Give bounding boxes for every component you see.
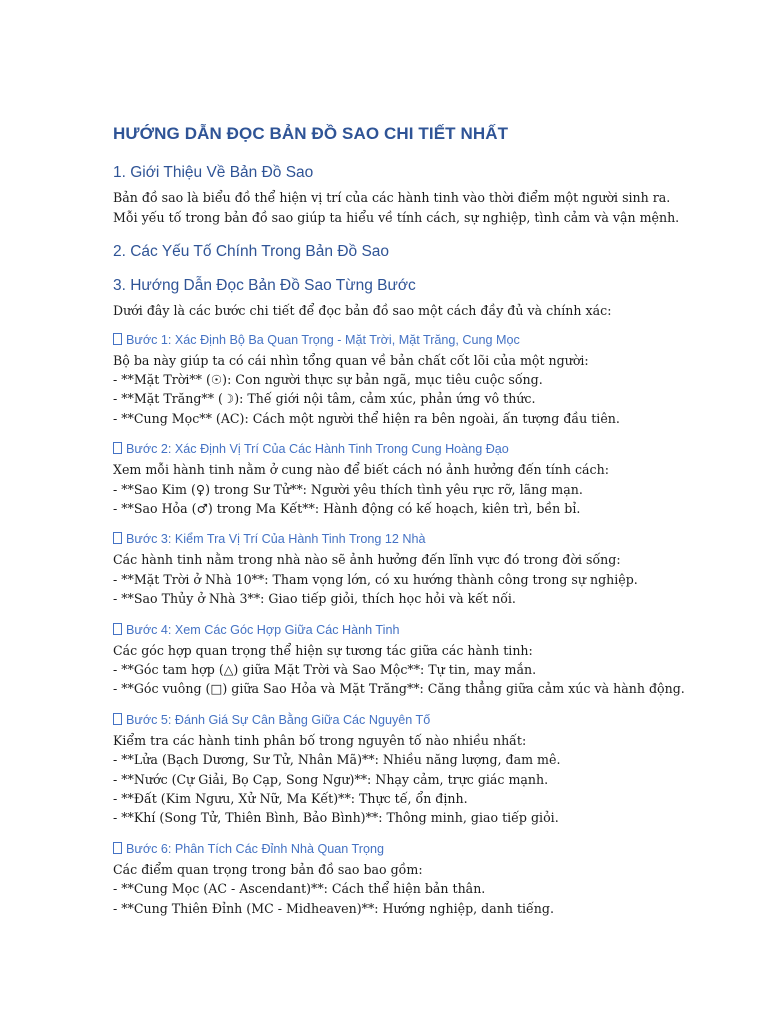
- step-line: Các điểm quan trọng trong bản đồ sao bao gồm:: [113, 861, 423, 877]
- step-line: - **Sao Kim (♀) trong Sư Tử**: Người yêu thích tình yêu rực rỡ, lãng mạn.: [113, 481, 583, 497]
- missing-glyph-icon: [113, 842, 122, 854]
- document-title: HƯỚNG DẪN ĐỌC BẢN ĐỒ SAO CHI TIẾT NHẤT: [113, 124, 509, 143]
- section-guide: [113, 277, 768, 321]
- step-2: [113, 442, 768, 518]
- missing-glyph-icon: [113, 623, 122, 635]
- step-line: - **Góc tam hợp (△) giữa Mặt Trời và Sao Mộc**: Tự tin, may mắn.: [113, 661, 537, 677]
- step-line: - **Cung Thiên Đỉnh (MC - Midheaven)**: Hướng nghiệp, danh tiếng.: [113, 900, 554, 916]
- paragraph-line: Bản đồ sao là biểu đồ thể hiện vị trí của các hành tinh vào thời điểm một người sinh ra.: [113, 190, 671, 205]
- step-5: [113, 713, 768, 828]
- step-3: [113, 532, 768, 608]
- step-line: - **Cung Mọc (AC - Ascendant)**: Cách thể hiện bản thân.: [113, 881, 486, 897]
- missing-glyph-icon: [113, 442, 122, 454]
- step-line: Các góc hợp quan trọng thể hiện sự tương tác giữa các hành tinh:: [113, 642, 533, 658]
- missing-glyph-icon: [113, 713, 122, 725]
- step-heading: [113, 442, 768, 456]
- step-heading: [113, 623, 768, 637]
- step-line: - **Nước (Cự Giải, Bọ Cạp, Song Ngư)**: Nhạy cảm, trực giác mạnh.: [113, 771, 549, 787]
- step-1: [113, 333, 768, 429]
- step-heading-text: Bước 6: Phân Tích Các Đỉnh Nhà Quan Trọng: [126, 841, 384, 856]
- step-line: - **Sao Thủy ở Nhà 3**: Giao tiếp giỏi, thích học hỏi và kết nối.: [113, 591, 516, 607]
- section-heading: 2. Các Yếu Tố Chính Trong Bản Đồ Sao: [113, 243, 390, 260]
- step-line: Xem mỗi hành tinh nằm ở cung nào để biết cách nó ảnh hưởng đến tính cách:: [113, 462, 609, 478]
- step-heading-text: Bước 3: Kiểm Tra Vị Trí Của Hành Tinh Trong 12 Nhà: [126, 532, 426, 547]
- step-line: Kiểm tra các hành tinh phân bố trong nguyên tố nào nhiều nhất:: [113, 732, 527, 748]
- step-heading: [113, 532, 768, 546]
- step-line: - **Góc vuông (□) giữa Sao Hỏa và Mặt Trăng**: Căng thẳng giữa cảm xúc và hành động.: [113, 681, 685, 697]
- step-heading-text: Bước 4: Xem Các Góc Hợp Giữa Các Hành Tinh: [126, 622, 400, 637]
- paragraph-line: Mỗi yếu tố trong bản đồ sao giúp ta hiểu về tính cách, sự nghiệp, tình cảm và vận mệnh.: [113, 209, 680, 225]
- step-heading-text: Bước 2: Xác Định Vị Trí Của Các Hành Tinh Trong Cung Hoàng Đạo: [126, 442, 509, 457]
- step-line: - **Cung Mọc** (AC): Cách một người thể hiện ra bên ngoài, ấn tượng đầu tiên.: [113, 410, 620, 426]
- step-line: - **Mặt Trời ở Nhà 10**: Tham vọng lớn, có xu hướng thành công trong sự nghiệp.: [113, 571, 638, 587]
- paragraph-line: Dưới đây là các bước chi tiết để đọc bản đồ sao một cách đầy đủ và chính xác:: [113, 303, 612, 318]
- step-line: - **Mặt Trời** (☉): Con người thực sự bản ngã, mục tiêu cuộc sống.: [113, 371, 543, 387]
- step-heading: [113, 713, 768, 727]
- step-heading: [113, 842, 768, 856]
- step-heading-text: Bước 1: Xác Định Bộ Ba Quan Trọng - Mặt Trời, Mặt Trăng, Cung Mọc: [126, 332, 520, 347]
- section-intro: [113, 164, 768, 227]
- section-heading: 3. Hướng Dẫn Đọc Bản Đồ Sao Từng Bước: [113, 277, 416, 294]
- step-line: Các hành tinh nằm trong nhà nào sẽ ảnh hưởng đến lĩnh vực đó trong đời sống:: [113, 552, 621, 568]
- missing-glyph-icon: [113, 532, 122, 544]
- section-heading: 1. Giới Thiệu Về Bản Đồ Sao: [113, 164, 314, 181]
- missing-glyph-icon: [113, 333, 122, 345]
- step-line: - **Mặt Trăng** (☽): Thế giới nội tâm, cảm xúc, phản ứng vô thức.: [113, 391, 536, 407]
- section-elements: [113, 243, 768, 261]
- step-6: [113, 842, 768, 918]
- step-line: - **Lửa (Bạch Dương, Sư Tử, Nhân Mã)**: Nhiều năng lượng, đam mê.: [113, 752, 561, 768]
- step-heading-text: Bước 5: Đánh Giá Sự Cân Bằng Giữa Các Nguyên Tố: [126, 712, 431, 727]
- step-line: Bộ ba này giúp ta có cái nhìn tổng quan về bản chất cốt lõi của một người:: [113, 352, 589, 368]
- step-line: - **Đất (Kim Ngưu, Xử Nữ, Ma Kết)**: Thực tế, ổn định.: [113, 791, 468, 806]
- step-line: - **Khí (Song Tử, Thiên Bình, Bảo Bình)**: Thông minh, giao tiếp giỏi.: [113, 810, 559, 826]
- step-heading: [113, 333, 768, 347]
- step-line: - **Sao Hỏa (♂) trong Ma Kết**: Hành động có kế hoạch, kiên trì, bền bỉ.: [113, 500, 581, 516]
- step-4: [113, 623, 768, 699]
